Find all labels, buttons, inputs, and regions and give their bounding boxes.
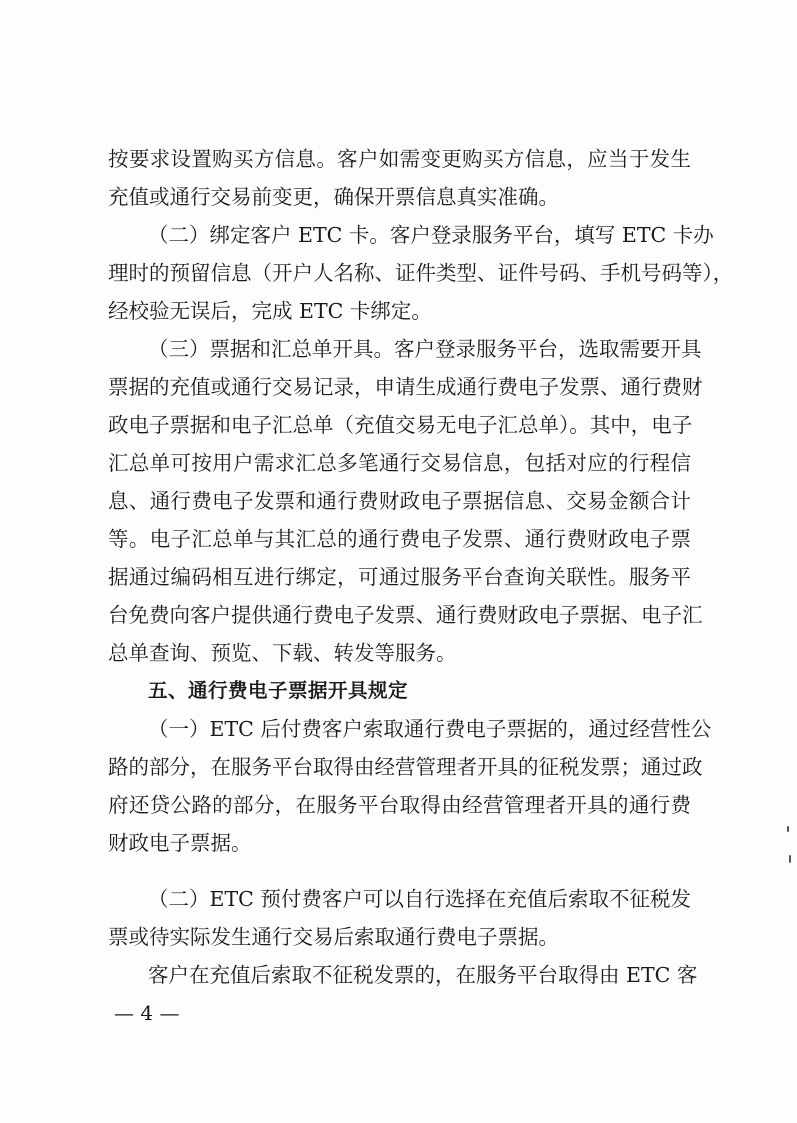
paragraph-line: 客户在充值后索取不征税发票的，在服务平台取得由 ETC 客 [148, 963, 698, 987]
paragraph-line: 票或待实际发生通行交易后索取通行费电子票据。 [108, 925, 559, 949]
paragraph-line: 等。电子汇总单与其汇总的通行费电子发票、通行费财政电子票 [108, 527, 691, 551]
paragraph-line: （三）票据和汇总单开具。客户登录服务平台，选取需要开具 [148, 337, 702, 361]
paragraph-line: 充值或通行交易前变更，确保开票信息真实准确。 [108, 185, 559, 209]
paragraph-line: 财政电子票据。 [108, 831, 252, 855]
paragraph-line: 理时的预留信息（开户人名称、证件类型、证件号码、手机号码等）， [108, 261, 734, 285]
page-number: — 4 — [114, 1001, 180, 1025]
paragraph-line: 台免费向客户提供通行费电子发票、通行费财政电子票据、电子汇 [108, 603, 703, 627]
paragraph-line: 汇总单可按用户需求汇总多笔通行交易信息，包括对应的行程信 [108, 451, 691, 475]
paragraph-line: 息、通行费电子发票和通行费财政电子票据信息、交易金额合计 [108, 489, 691, 513]
paragraph-line: 据通过编码相互进行绑定，可通过服务平台查询关联性。服务平 [108, 565, 691, 589]
section-heading: 五、通行费电子票据开具规定 [148, 679, 409, 702]
paragraph-line: 路的部分，在服务平台取得由经营管理者开具的征税发票；通过政 [108, 755, 703, 779]
scan-speck [789, 855, 791, 863]
paragraph-line: 票据的充值或通行交易记录，申请生成通行费电子发票、通行费财 [108, 375, 703, 399]
paragraph-line: 经校验无误后，完成 ETC 卡绑定。 [108, 299, 432, 323]
scan-speck [787, 826, 789, 832]
paragraph-line: （二）ETC 预付费客户可以自行选择在充值后索取不征税发 [148, 887, 691, 911]
paragraph-line: 政电子票据和电子汇总单（充值交易无电子汇总单）。其中，电子 [108, 413, 693, 437]
paragraph-line: 总单查询、预览、下载、转发等服务。 [108, 641, 457, 665]
paragraph-line: 府还贷公路的部分，在服务平台取得由经营管理者开具的通行费 [108, 793, 691, 817]
paragraph-line: （二）绑定客户 ETC 卡。客户登录服务平台，填写 ETC 卡办 [148, 223, 714, 247]
paragraph-line: （一）ETC 后付费客户索取通行费电子票据的，通过经营性公 [148, 717, 712, 741]
paragraph-line: 按要求设置购买方信息。客户如需变更购买方信息，应当于发生 [108, 147, 691, 171]
